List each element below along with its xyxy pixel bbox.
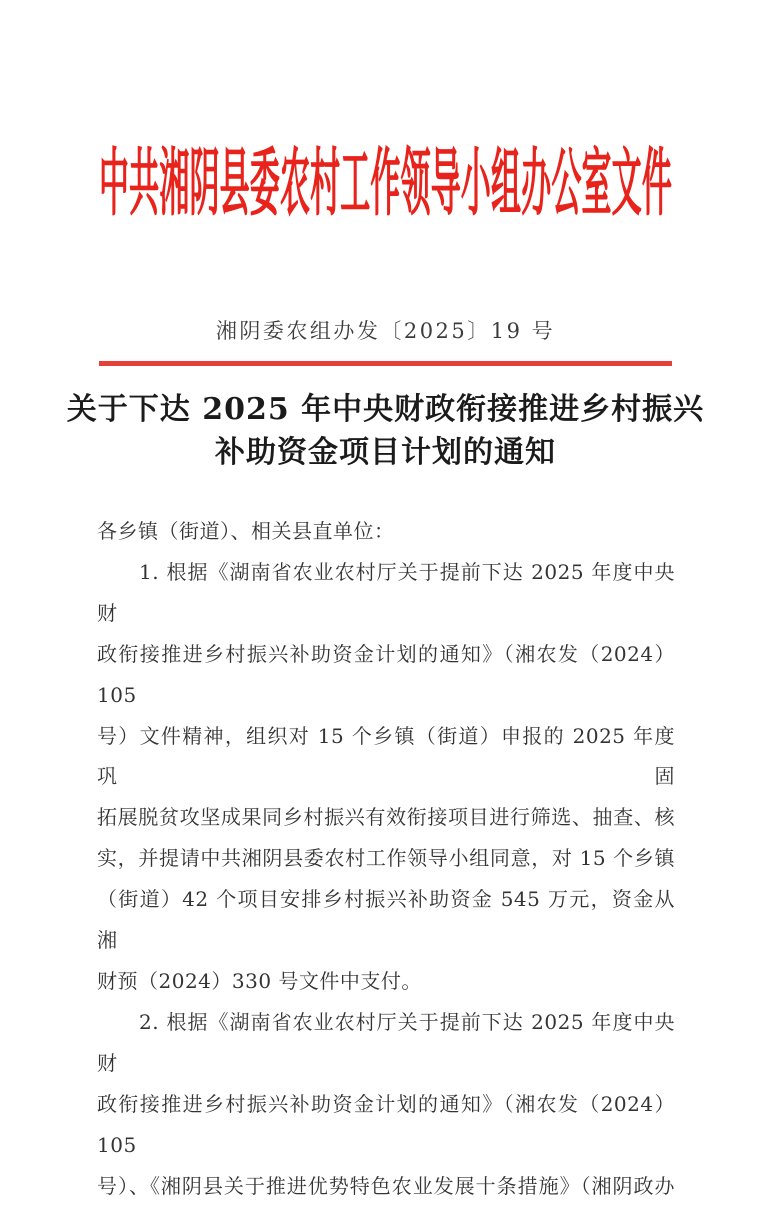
body-line: 拓展脱贫攻坚成果同乡村振兴有效衔接项目进行筛选、抽查、核 [97,797,675,838]
body-line: 2. 根据《湖南省农业农村厅关于提前下达 2025 年度中央财 [97,1002,675,1084]
masthead-char: 工 [340,149,370,223]
body-line: （街道）42 个项目安排乡村振兴补助资金 545 万元，资金从湘 [97,879,675,961]
masthead-char: 中 [99,149,129,223]
masthead-char: 室 [582,149,612,223]
body-line: 1. 根据《湖南省农业农村厅关于提前下达 2025 年度中央财 [97,552,675,634]
masthead-char: 件 [642,149,672,223]
body-line: 政衔接推进乡村振兴补助资金计划的通知》（湘农发（2024）105 [97,1084,675,1166]
masthead-char: 小 [461,149,491,223]
masthead-char: 共 [129,149,159,223]
document-title-line2: 补助资金项目计划的通知 [50,431,721,474]
document-number: 湘阴委农组办发〔2025〕19 号 [0,315,771,345]
body-line: 各乡镇（街道）、相关县直单位： [97,511,675,552]
document-title [50,388,721,474]
masthead-char: 导 [431,149,461,223]
masthead-char: 文 [612,149,642,223]
masthead-char: 办 [521,149,551,223]
document-body [97,511,675,1206]
red-divider [99,361,672,366]
body-line: 号）、《湘阴县关于推进优势特色农业发展十条措施》（湘阴政办 [97,1166,675,1206]
body-line: 号）文件精神，组织对 15 个乡镇（街道）申报的 2025 年度巩固 [97,716,675,798]
masthead-char: 村 [310,149,340,223]
masthead-char: 作 [370,149,400,223]
masthead-char: 县 [220,149,250,223]
document-title-line1: 关于下达 2025 年中央财政衔接推进乡村振兴 [50,388,721,431]
body-line: 财预（2024）330 号文件中支付。 [97,961,675,1002]
document-masthead [99,146,672,226]
masthead-char: 公 [551,149,581,223]
masthead-char: 湘 [159,149,189,223]
body-line: 实，并提请中共湘阴县委农村工作领导小组同意，对 15 个乡镇 [97,838,675,879]
masthead-char: 阴 [189,149,219,223]
masthead-char: 农 [280,149,310,223]
masthead-char: 组 [491,149,521,223]
masthead-char: 领 [401,149,431,223]
body-line: 政衔接推进乡村振兴补助资金计划的通知》（湘农发（2024）105 [97,634,675,716]
masthead-char: 委 [250,149,280,223]
